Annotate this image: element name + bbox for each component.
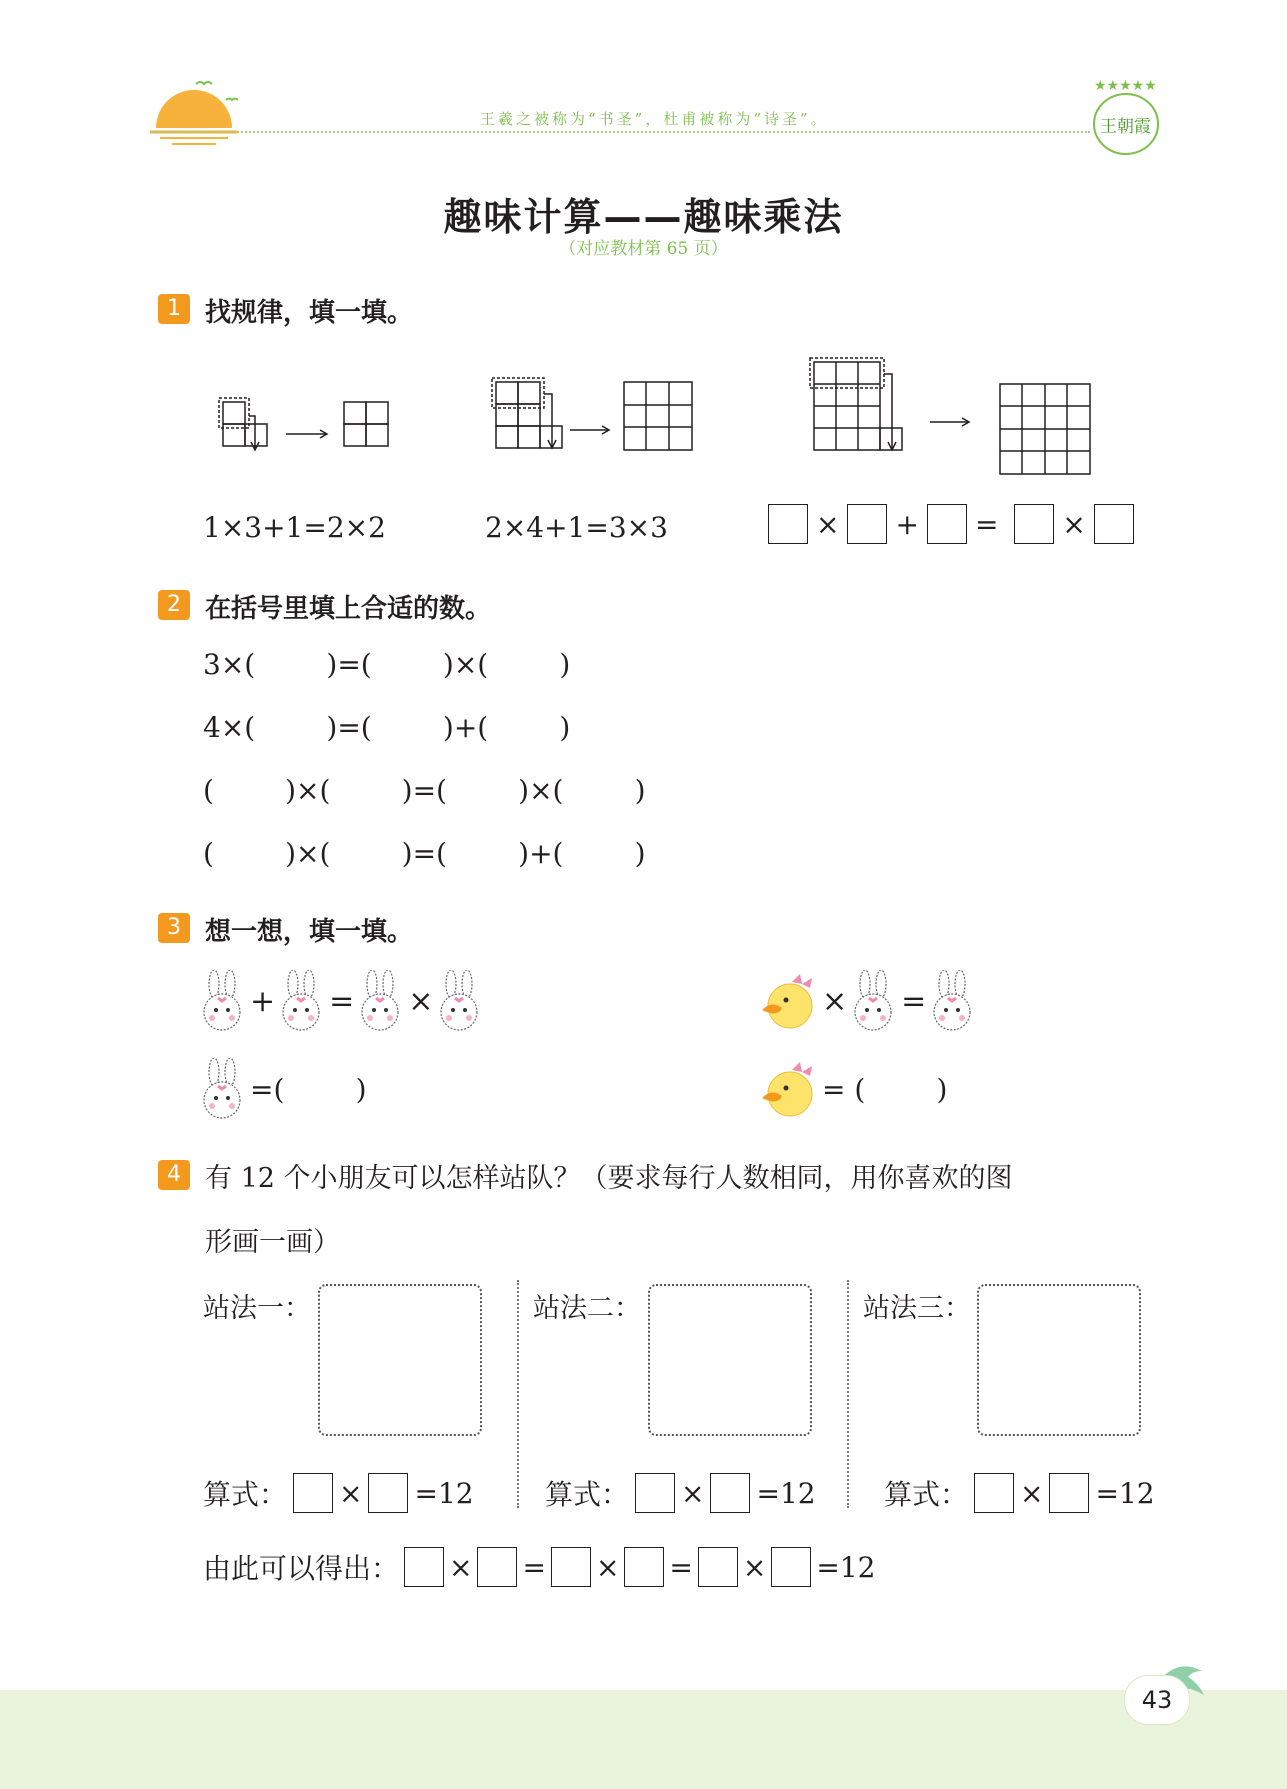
method-2-label: 站法二： bbox=[533, 1293, 641, 1324]
method-3-drawing-area[interactable] bbox=[977, 1284, 1141, 1436]
answer-box[interactable] bbox=[771, 1547, 811, 1587]
page-subtitle: （对应教材第 65 页） bbox=[559, 239, 728, 259]
answer-box[interactable] bbox=[551, 1547, 591, 1587]
method-1-label: 站法一： bbox=[203, 1293, 311, 1324]
question-1-title: 找规律，填一填。 bbox=[205, 298, 414, 328]
answer-box[interactable] bbox=[635, 1473, 675, 1513]
rabbit-icon bbox=[437, 970, 483, 1032]
header-motto: 王羲之被称为“书圣”，杜甫被称为“诗圣”。 bbox=[480, 110, 829, 128]
method-2-drawing-area[interactable] bbox=[648, 1284, 812, 1436]
op-times: × bbox=[1062, 507, 1086, 541]
formula-label: 算式： bbox=[545, 1478, 630, 1511]
formula-2 bbox=[545, 1473, 816, 1513]
op-equals: = bbox=[522, 1550, 546, 1584]
formula-label: 算式： bbox=[884, 1478, 969, 1511]
rabbit-icon bbox=[358, 970, 404, 1032]
result-12: =12 bbox=[414, 1476, 474, 1510]
op-times: × bbox=[339, 1476, 363, 1510]
formula-1 bbox=[203, 1473, 474, 1513]
op-times: × bbox=[681, 1476, 705, 1510]
rabbit-answer-blank[interactable]: =( ) bbox=[250, 1072, 367, 1106]
conclusion-label: 由此可以得出： bbox=[203, 1552, 400, 1585]
question-number-2: 2 bbox=[158, 590, 190, 620]
op-times: × bbox=[822, 983, 848, 1019]
op-plus: + bbox=[250, 983, 276, 1019]
rabbit-answer[interactable] bbox=[200, 1058, 367, 1120]
formula-label: 算式： bbox=[203, 1478, 288, 1511]
op-times: × bbox=[408, 983, 434, 1019]
method-1-drawing-area[interactable] bbox=[318, 1284, 482, 1436]
op-times: × bbox=[449, 1550, 473, 1584]
question-4-title-line1: 有 12 个小朋友可以怎样站队？（要求每行人数相同，用你喜欢的图 bbox=[205, 1163, 1013, 1194]
result-12: =12 bbox=[1095, 1476, 1155, 1510]
result-12: =12 bbox=[816, 1550, 876, 1584]
answer-box[interactable] bbox=[927, 504, 967, 544]
duck-icon bbox=[760, 970, 818, 1032]
rabbit-icon bbox=[851, 970, 897, 1032]
badge-text: 王朝霞 bbox=[1100, 117, 1151, 137]
answer-box[interactable] bbox=[768, 504, 808, 544]
op-equals: = bbox=[329, 983, 355, 1019]
answer-box[interactable] bbox=[368, 1473, 408, 1513]
question-3-title: 想一想，填一填。 bbox=[205, 917, 414, 947]
duck-answer[interactable] bbox=[760, 1058, 947, 1120]
method-3-label: 站法三： bbox=[863, 1293, 971, 1324]
sunset-logo-icon bbox=[150, 70, 240, 150]
answer-box[interactable] bbox=[1094, 504, 1134, 544]
pattern-grid-figures bbox=[200, 350, 1190, 490]
conclusion-equation bbox=[203, 1547, 875, 1587]
column-divider bbox=[517, 1280, 519, 1508]
fill-row-3[interactable]: ( )×( )=( )×( ) bbox=[203, 774, 646, 807]
answer-box[interactable] bbox=[974, 1473, 1014, 1513]
column-divider bbox=[847, 1280, 849, 1508]
brand-badge-icon bbox=[1086, 74, 1166, 164]
rabbit-icon bbox=[200, 970, 246, 1032]
result-12: =12 bbox=[756, 1476, 816, 1510]
question-number-1: 1 bbox=[158, 294, 190, 324]
rabbit-equation bbox=[200, 970, 483, 1032]
page-number: 43 bbox=[1124, 1675, 1190, 1725]
answer-box[interactable] bbox=[847, 504, 887, 544]
answer-box[interactable] bbox=[624, 1547, 664, 1587]
header-divider bbox=[150, 131, 1090, 133]
op-equals: = bbox=[669, 1550, 693, 1584]
duck-icon bbox=[760, 1058, 818, 1120]
answer-box[interactable] bbox=[477, 1547, 517, 1587]
answer-box[interactable] bbox=[1049, 1473, 1089, 1513]
fill-row-2[interactable]: 4×( )=( )+( ) bbox=[203, 711, 571, 744]
answer-box[interactable] bbox=[710, 1473, 750, 1513]
op-equals: = bbox=[974, 507, 999, 541]
answer-box[interactable] bbox=[1014, 504, 1054, 544]
question-number-4: 4 bbox=[158, 1160, 190, 1190]
rabbit-icon bbox=[930, 970, 976, 1032]
op-times: × bbox=[816, 507, 840, 541]
answer-box[interactable] bbox=[698, 1547, 738, 1587]
question-4-title-line2: 形画一画） bbox=[205, 1227, 340, 1258]
pattern-equation-1: 1×3+1=2×2 bbox=[203, 511, 386, 544]
svg-text:★★★★★: ★★★★★ bbox=[1094, 78, 1157, 94]
answer-box[interactable] bbox=[404, 1547, 444, 1587]
op-plus: + bbox=[895, 507, 919, 541]
duck-equation bbox=[760, 970, 976, 1032]
duck-answer-blank[interactable]: = ( ) bbox=[822, 1072, 948, 1106]
pattern-equation-2: 2×4+1=3×3 bbox=[485, 511, 668, 544]
page-title: 趣味计算——趣味乘法 bbox=[443, 195, 844, 239]
op-times: × bbox=[1020, 1476, 1044, 1510]
pattern-equation-3 bbox=[768, 504, 1134, 544]
op-equals: = bbox=[901, 983, 927, 1019]
rabbit-icon bbox=[200, 1058, 246, 1120]
question-number-3: 3 bbox=[158, 913, 190, 943]
fill-row-1[interactable]: 3×( )=( )×( ) bbox=[203, 648, 571, 681]
answer-box[interactable] bbox=[293, 1473, 333, 1513]
rabbit-icon bbox=[279, 970, 325, 1032]
fill-row-4[interactable]: ( )×( )=( )+( ) bbox=[203, 837, 646, 870]
question-2-title: 在括号里填上合适的数。 bbox=[205, 594, 492, 624]
formula-3 bbox=[884, 1473, 1155, 1513]
op-times: × bbox=[595, 1550, 620, 1584]
op-times: × bbox=[742, 1550, 767, 1584]
footer-band bbox=[0, 1690, 1287, 1789]
